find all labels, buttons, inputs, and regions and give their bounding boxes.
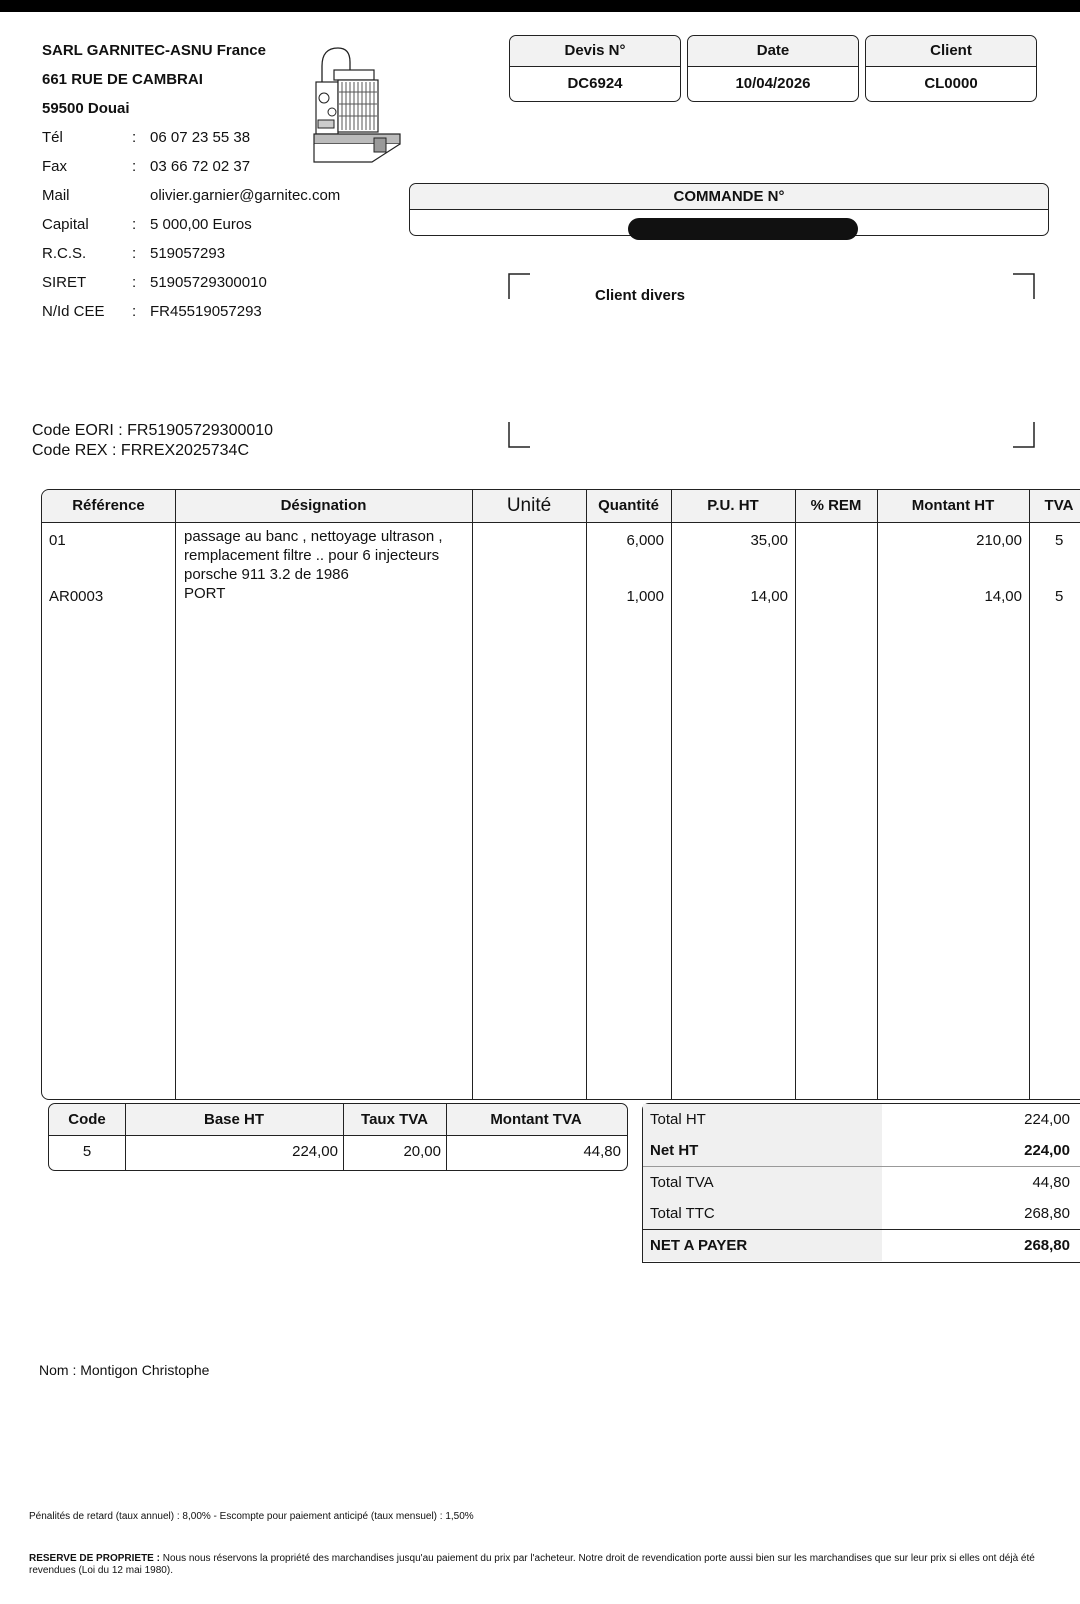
- vat-col-montant: Montant TVA: [490, 1111, 582, 1128]
- net-ht-row: Net HT 224,00: [643, 1135, 1080, 1167]
- client-name: Client divers: [595, 287, 686, 304]
- devis-label: Devis N°: [510, 36, 680, 67]
- col-tva: TVA: [1044, 497, 1074, 514]
- row1-montant-ht: 210,00: [976, 532, 1022, 549]
- eori-code: Code EORI : FR51905729300010: [32, 422, 274, 439]
- info-row-tel: Tél : 06 07 23 55 38: [42, 129, 251, 146]
- col-rem: % REM: [810, 497, 862, 514]
- vat-table: [48, 1103, 628, 1171]
- retention-text: Nous nous réservons la propriété des marchandises jusqu'au paiement du prix par l'acheteur. Notre droit de revendication porte aussi bien sur les marchandises que sur leur prix si elles ont déjà été revendues (Loi du 12 mai 1980).: [29, 1553, 1035, 1576]
- signatory-name: Nom : Montigon Christophe: [39, 1362, 210, 1378]
- row1-quantite: 6,000: [626, 532, 664, 549]
- corner-mark-bottom-right: [1013, 422, 1035, 448]
- net-a-payer-row: NET A PAYER 268,80: [643, 1230, 1080, 1261]
- top-bar: [0, 0, 1080, 12]
- col-divider: [877, 490, 878, 1099]
- company-block: [42, 40, 340, 330]
- info-row-fax: Fax : 03 66 72 02 37: [42, 158, 251, 175]
- row1-reference: 01: [49, 532, 66, 549]
- info-row-capital: Capital : 5 000,00 Euros: [42, 216, 252, 233]
- col-divider: [1029, 490, 1030, 1099]
- col-reference: Référence: [72, 497, 145, 514]
- vat-col-base: Base HT: [203, 1111, 265, 1128]
- col-unite: Unité: [506, 495, 552, 516]
- row2-reference: AR0003: [49, 588, 104, 605]
- customs-codes: [32, 421, 273, 461]
- items-table-header: [42, 490, 1080, 523]
- vat-col-code: Code: [68, 1111, 106, 1128]
- devis-box: [509, 35, 681, 102]
- total-ht-row: Total HT 224,00: [643, 1104, 1080, 1135]
- devis-value: DC6924: [567, 75, 623, 92]
- commande-box: [409, 183, 1049, 236]
- info-row-rcs: R.C.S. : 519057293: [42, 245, 226, 262]
- date-box: [687, 35, 859, 102]
- col-divider: [795, 490, 796, 1099]
- row1-tva: 5: [1055, 532, 1064, 549]
- commande-value: [410, 210, 1048, 236]
- row2-tva: 5: [1055, 588, 1064, 605]
- corner-mark-bottom-left: [508, 422, 530, 448]
- col-divider: [586, 490, 587, 1099]
- vat-code: 5: [82, 1143, 92, 1160]
- col-quantite: Quantité: [598, 497, 659, 514]
- redaction-mark: [628, 218, 858, 240]
- col-montant-ht: Montant HT: [911, 497, 995, 514]
- corner-mark-top-left: [508, 273, 530, 299]
- client-label: Client: [866, 36, 1036, 67]
- commande-label: COMMANDE N°: [410, 184, 1048, 210]
- row1-pu-ht: 35,00: [750, 532, 788, 549]
- company-city: 59500 Douai: [42, 100, 130, 117]
- retention-title: RESERVE DE PROPRIETE :: [29, 1553, 160, 1564]
- total-tva-row: Total TVA 44,80: [643, 1167, 1080, 1198]
- total-ttc-row: Total TTC 268,80: [643, 1198, 1080, 1230]
- company-name: SARL GARNITEC-ASNU France: [42, 42, 266, 59]
- row2-pu-ht: 14,00: [750, 588, 788, 605]
- penalties-note: Pénalités de retard (taux annuel) : 8,00% - Escompte pour paiement anticipé (taux mensuel) : 1,50%: [29, 1511, 474, 1522]
- date-value: 10/04/2026: [735, 75, 811, 92]
- col-pu-ht: P.U. HT: [707, 497, 759, 514]
- row2-montant-ht: 14,00: [984, 588, 1022, 605]
- vat-montant: 44,80: [583, 1143, 621, 1160]
- totals-table: [642, 1103, 1080, 1263]
- col-designation: Désignation: [280, 497, 367, 514]
- row2-quantite: 1,000: [626, 588, 664, 605]
- row1-designation: passage au banc , nettoyage ultrason , remplacement filtre .. pour 6 injecteurs porsche 911 3.2 de 1986: [184, 528, 443, 583]
- col-divider: [472, 490, 473, 1099]
- retention-clause: [29, 1553, 1074, 1577]
- client-value: CL0000: [924, 75, 978, 92]
- items-table: [41, 489, 1080, 1100]
- col-divider: [671, 490, 672, 1099]
- info-row-cee: N/Id CEE : FR45519057293: [42, 303, 262, 320]
- corner-mark-top-right: [1013, 273, 1035, 299]
- info-row-mail: Mail olivier.garnier@garnitec.com: [42, 187, 341, 204]
- injector-bench-logo: [312, 42, 402, 166]
- col-divider: [175, 490, 176, 1099]
- vat-base: 224,00: [292, 1143, 338, 1160]
- vat-taux: 20,00: [403, 1143, 441, 1160]
- client-box: [865, 35, 1037, 102]
- info-row-siret: SIRET : 51905729300010: [42, 274, 267, 291]
- vat-col-taux: Taux TVA: [361, 1111, 428, 1128]
- company-address: 661 RUE DE CAMBRAI: [42, 71, 203, 88]
- rex-code: Code REX : FRREX2025734C: [32, 442, 249, 459]
- row2-designation: PORT: [184, 585, 226, 602]
- date-label: Date: [688, 36, 858, 67]
